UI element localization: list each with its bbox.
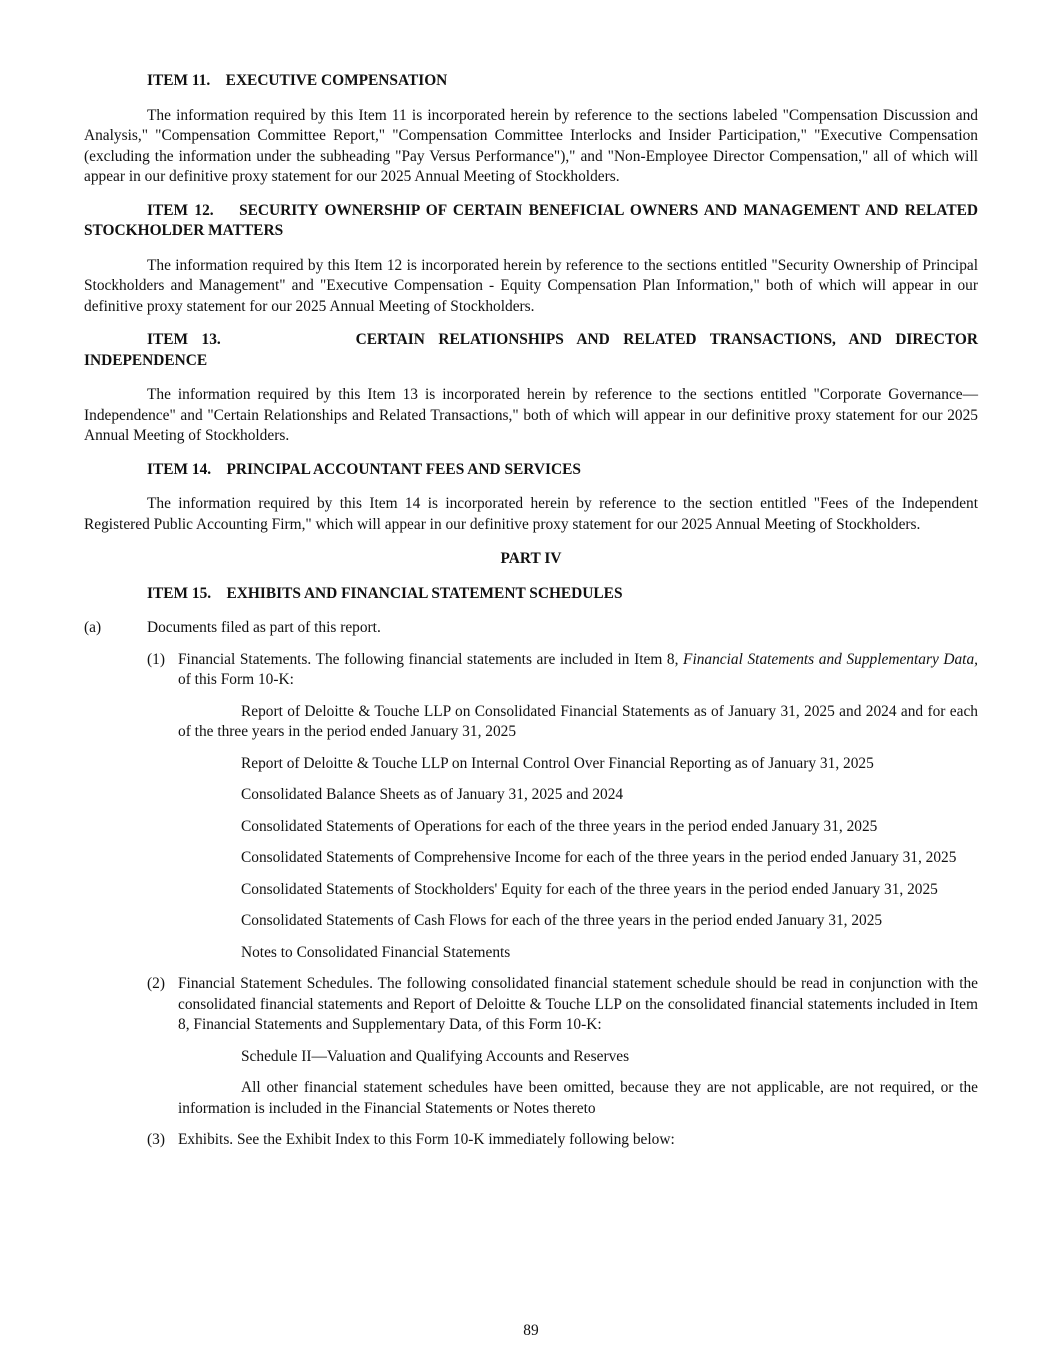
item-12-heading: ITEM 12. SECURITY OWNERSHIP OF CERTAIN BENEFICIAL OWNERS AND MANAGEMENT AND RELATED STOCKHOLDER MATTERS [84, 201, 982, 239]
list-marker-1: (1) [147, 650, 165, 668]
fss-intro: Financial Statement Schedules. The following consolidated financial statement schedule should be read in conjunction with the consolidated financial statements and Report of Deloitte & Touche LLP on the consolidated financial statements included in Item 8, Financial Statements and Supplementary Data, of this Form 10-K: [178, 975, 978, 1033]
item-11-body: The information required by this Item 11 is incorporated herein by reference to the sections labeled "Compensation Discussion and Analysis," "Compensation Committee Report," "Compensation Committee Interlocks and Insider Participation," "Executive Compensation (excluding the information under the subheading "Pay Versus Performance")," and "Non-Employee Director Compensation," all of which will appear in our definitive proxy statement for our 2025 Annual Meeting of Stockholders. [84, 106, 978, 185]
item-15-heading: ITEM 15. EXHIBITS AND FINANCIAL STATEMENT SCHEDULES [147, 584, 623, 602]
item-13-heading: ITEM 13. CERTAIN RELATIONSHIPS AND RELATED TRANSACTIONS, AND DIRECTOR INDEPENDENCE [84, 331, 985, 369]
fs-list-item: Consolidated Statements of Stockholders' Equity for each of the three years in the period ended January 31, 2025 [241, 880, 938, 898]
fs-text-italic: Financial Statements and Supplementary Data, [683, 650, 978, 668]
list-marker-3: (3) [147, 1131, 165, 1148]
list-a-text: Documents filed as part of this report. [147, 619, 381, 636]
item-12-body: The information required by this Item 12 is incorporated herein by reference to the sections entitled "Security Ownership of Principal Stockholders and Management" and "Executive Compensation - Equity Compensation Plan Information," both of which will appear in our definitive proxy statement for our 2025 Annual Meeting of Stockholders. [84, 256, 978, 315]
item-14-heading: ITEM 14. PRINCIPAL ACCOUNTANT FEES AND SERVICES [147, 460, 581, 478]
financial-statements-item [147, 650, 978, 691]
list-marker-2: (2) [147, 975, 165, 992]
exhibits-item [147, 1130, 978, 1151]
fs-list-item: Consolidated Statements of Comprehensive Income for each of the three years in the period ended January 31, 2025 [241, 849, 957, 866]
financial-statements-intro [178, 650, 978, 691]
page-number: 89 [523, 1322, 539, 1339]
part-iv-title: PART IV [500, 550, 562, 567]
item-14-body: The information required by this Item 14 is incorporated herein by reference to the section entitled "Fees of the Independent Registered Public Accounting Firm," which will appear in our definitive proxy statement for our 2025 Annual Meeting of Stockholders. [84, 495, 978, 533]
fs-text-after: of this Form 10-K: [178, 671, 294, 688]
list-marker-a: (a) [84, 619, 102, 636]
fs-list-item: Consolidated Balance Sheets as of January 31, 2025 and 2024 [241, 786, 624, 803]
schedules-omitted-note: All other financial statement schedules have been omitted, because they are not applicable, are not required, or the information is included in the Financial Statements or Notes thereto [178, 1079, 978, 1117]
fs-list-item: Report of Deloitte & Touche LLP on Consolidated Financial Statements as of January 31, 2025 and 2024 and for each of the three years in the period ended January 31, 2025 [178, 702, 978, 740]
financial-statement-schedules-item [147, 974, 978, 1036]
document-page [84, 71, 985, 1151]
fs-list-item: Consolidated Statements of Operations for each of the three years in the period ended January 31, 2025 [241, 817, 878, 835]
exhibits-text: Exhibits. See the Exhibit Index to this Form 10-K immediately following below: [178, 1131, 675, 1148]
item-13-body: The information required by this Item 13 is incorporated herein by reference to the sections entitled "Corporate Governance—Independence" and "Certain Relationships and Related Transactions," both of which will appear in our definitive proxy statement for our 2025 Annual Meeting of Stockholders. [84, 386, 978, 444]
fs-text-before: Financial Statements. The following financial statements are included in Item 8, [178, 650, 684, 668]
item-15-list-a [84, 618, 978, 639]
fs-list-item: Report of Deloitte & Touche LLP on Internal Control Over Financial Reporting as of January 31, 2025 [241, 754, 874, 772]
fs-list-item: Consolidated Statements of Cash Flows for each of the three years in the period ended January 31, 2025 [241, 912, 883, 929]
fs-list-item: Notes to Consolidated Financial Statements [241, 943, 511, 961]
schedule-ii: Schedule II—Valuation and Qualifying Accounts and Reserves [241, 1047, 630, 1065]
item-11-heading: ITEM 11. EXECUTIVE COMPENSATION [147, 72, 448, 89]
